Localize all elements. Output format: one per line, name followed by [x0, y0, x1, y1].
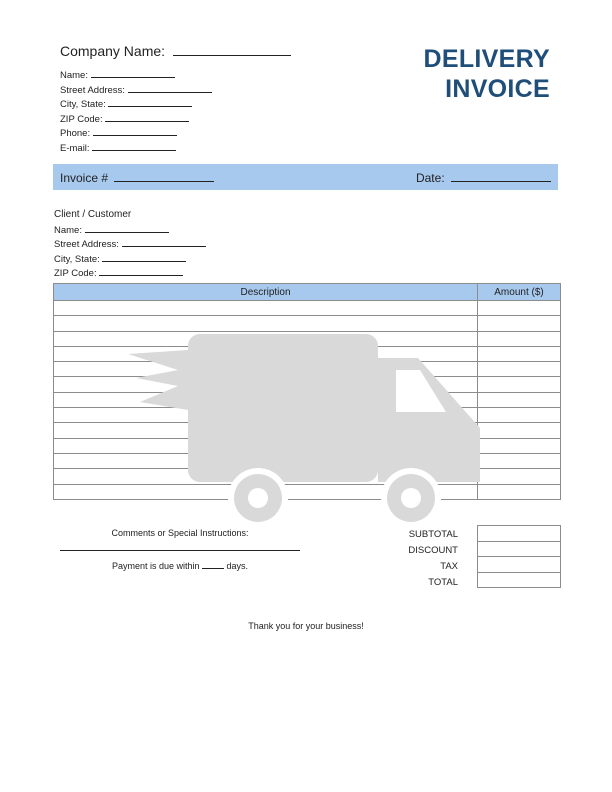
- table-row: [54, 316, 561, 331]
- description-cell[interactable]: [54, 346, 478, 361]
- field-label: Name:: [60, 70, 88, 81]
- table-row: [54, 301, 561, 316]
- field-label: Street Address:: [54, 239, 119, 251]
- fill-line[interactable]: [122, 237, 206, 247]
- totals-labels: [380, 527, 458, 591]
- thank-you-note: Thank you for your business!: [248, 621, 364, 631]
- table-row: [54, 469, 561, 484]
- invoice-number-field[interactable]: [60, 171, 214, 185]
- table-row: [54, 331, 561, 346]
- total-cell[interactable]: [478, 572, 561, 588]
- discount-label: DISCOUNT: [408, 545, 458, 556]
- fill-line[interactable]: [99, 266, 183, 276]
- field-label: Name:: [54, 224, 82, 236]
- fill-line[interactable]: [105, 112, 189, 122]
- field-label: Phone:: [60, 128, 91, 140]
- items-table: [53, 283, 561, 500]
- subtotal-cell[interactable]: [478, 526, 561, 542]
- amount-cell[interactable]: [478, 362, 561, 377]
- sender-city-field[interactable]: [60, 97, 212, 112]
- table-row: [54, 392, 561, 407]
- sender-name-field[interactable]: [60, 68, 212, 83]
- amount-cell[interactable]: [478, 484, 561, 499]
- description-cell[interactable]: [54, 453, 478, 468]
- client-zip-field[interactable]: [54, 266, 206, 281]
- payment-terms: [60, 560, 300, 571]
- table-row: [54, 423, 561, 438]
- table-row: [54, 377, 561, 392]
- sender-street-field[interactable]: [60, 83, 212, 98]
- amount-cell[interactable]: [478, 438, 561, 453]
- title-line-1: DELIVERY: [423, 45, 550, 73]
- fill-line[interactable]: [85, 223, 169, 233]
- sender-info: [60, 68, 212, 156]
- amount-cell[interactable]: [478, 408, 561, 423]
- company-name-line[interactable]: [173, 46, 291, 56]
- description-column-header: Description: [54, 284, 478, 301]
- title-line-2: INVOICE: [445, 75, 550, 103]
- date-line[interactable]: [451, 172, 551, 182]
- items-body: [54, 301, 561, 500]
- client-street-field[interactable]: [54, 237, 206, 252]
- fill-line[interactable]: [91, 68, 175, 78]
- field-label: ZIP Code:: [54, 268, 97, 280]
- document-title: [424, 44, 551, 104]
- table-row: [54, 346, 561, 361]
- invoice-band: [53, 164, 558, 190]
- description-cell[interactable]: [54, 316, 478, 331]
- amount-cell[interactable]: [478, 392, 561, 407]
- description-cell[interactable]: [54, 438, 478, 453]
- total-label: TOTAL: [428, 577, 458, 588]
- amount-cell[interactable]: [478, 316, 561, 331]
- fill-line[interactable]: [108, 97, 192, 107]
- description-cell[interactable]: [54, 362, 478, 377]
- fill-line[interactable]: [93, 126, 177, 136]
- company-name-field[interactable]: [60, 43, 291, 59]
- description-cell[interactable]: [54, 469, 478, 484]
- description-cell[interactable]: [54, 423, 478, 438]
- date-field[interactable]: [416, 171, 551, 185]
- sender-zip-field[interactable]: [60, 112, 212, 127]
- client-name-field[interactable]: [54, 223, 206, 238]
- tax-label: TAX: [440, 561, 458, 572]
- table-row: [54, 484, 561, 499]
- description-cell[interactable]: [54, 392, 478, 407]
- invoice-number-label: Invoice #: [60, 171, 109, 185]
- amount-cell[interactable]: [478, 301, 561, 316]
- client-info: [54, 208, 206, 281]
- amount-column-header: Amount ($): [478, 284, 561, 301]
- table-row: [54, 408, 561, 423]
- description-cell[interactable]: [54, 484, 478, 499]
- invoice-number-line[interactable]: [114, 172, 214, 182]
- description-cell[interactable]: [54, 377, 478, 392]
- amount-cell[interactable]: [478, 469, 561, 484]
- amount-cell[interactable]: [478, 331, 561, 346]
- terms-suffix: days.: [226, 561, 249, 571]
- amount-cell[interactable]: [478, 423, 561, 438]
- comments-line[interactable]: [60, 550, 300, 551]
- company-name-label: Company Name:: [60, 43, 166, 59]
- table-row: [54, 438, 561, 453]
- amount-cell[interactable]: [478, 453, 561, 468]
- comments-section: [60, 528, 300, 551]
- field-label: City, State:: [60, 99, 106, 111]
- field-label: E-mail:: [60, 142, 90, 154]
- table-row: [54, 362, 561, 377]
- date-label: Date:: [415, 171, 445, 185]
- fill-line[interactable]: [102, 252, 186, 262]
- client-heading: Client / Customer: [54, 209, 132, 220]
- tax-cell[interactable]: [478, 557, 561, 573]
- description-cell[interactable]: [54, 408, 478, 423]
- fill-line[interactable]: [128, 83, 212, 93]
- field-label: City, State:: [54, 253, 100, 265]
- items-header-row: [54, 284, 561, 301]
- field-label: Street Address:: [60, 84, 125, 96]
- amount-cell[interactable]: [478, 377, 561, 392]
- sender-email-field[interactable]: [60, 141, 212, 156]
- sender-phone-field[interactable]: [60, 126, 212, 141]
- table-row: [54, 453, 561, 468]
- totals-table: [477, 525, 561, 588]
- fill-line[interactable]: [92, 141, 176, 151]
- description-cell[interactable]: [54, 301, 478, 316]
- client-city-field[interactable]: [54, 252, 206, 267]
- terms-prefix: Payment is due within: [111, 561, 200, 571]
- description-cell[interactable]: [54, 331, 478, 346]
- discount-cell[interactable]: [478, 541, 561, 557]
- amount-cell[interactable]: [478, 346, 561, 361]
- field-label: ZIP Code:: [60, 113, 103, 125]
- comments-label: Comments or Special Instructions:: [111, 528, 249, 538]
- subtotal-label: SUBTOTAL: [408, 529, 458, 540]
- terms-days-blank[interactable]: [202, 560, 224, 569]
